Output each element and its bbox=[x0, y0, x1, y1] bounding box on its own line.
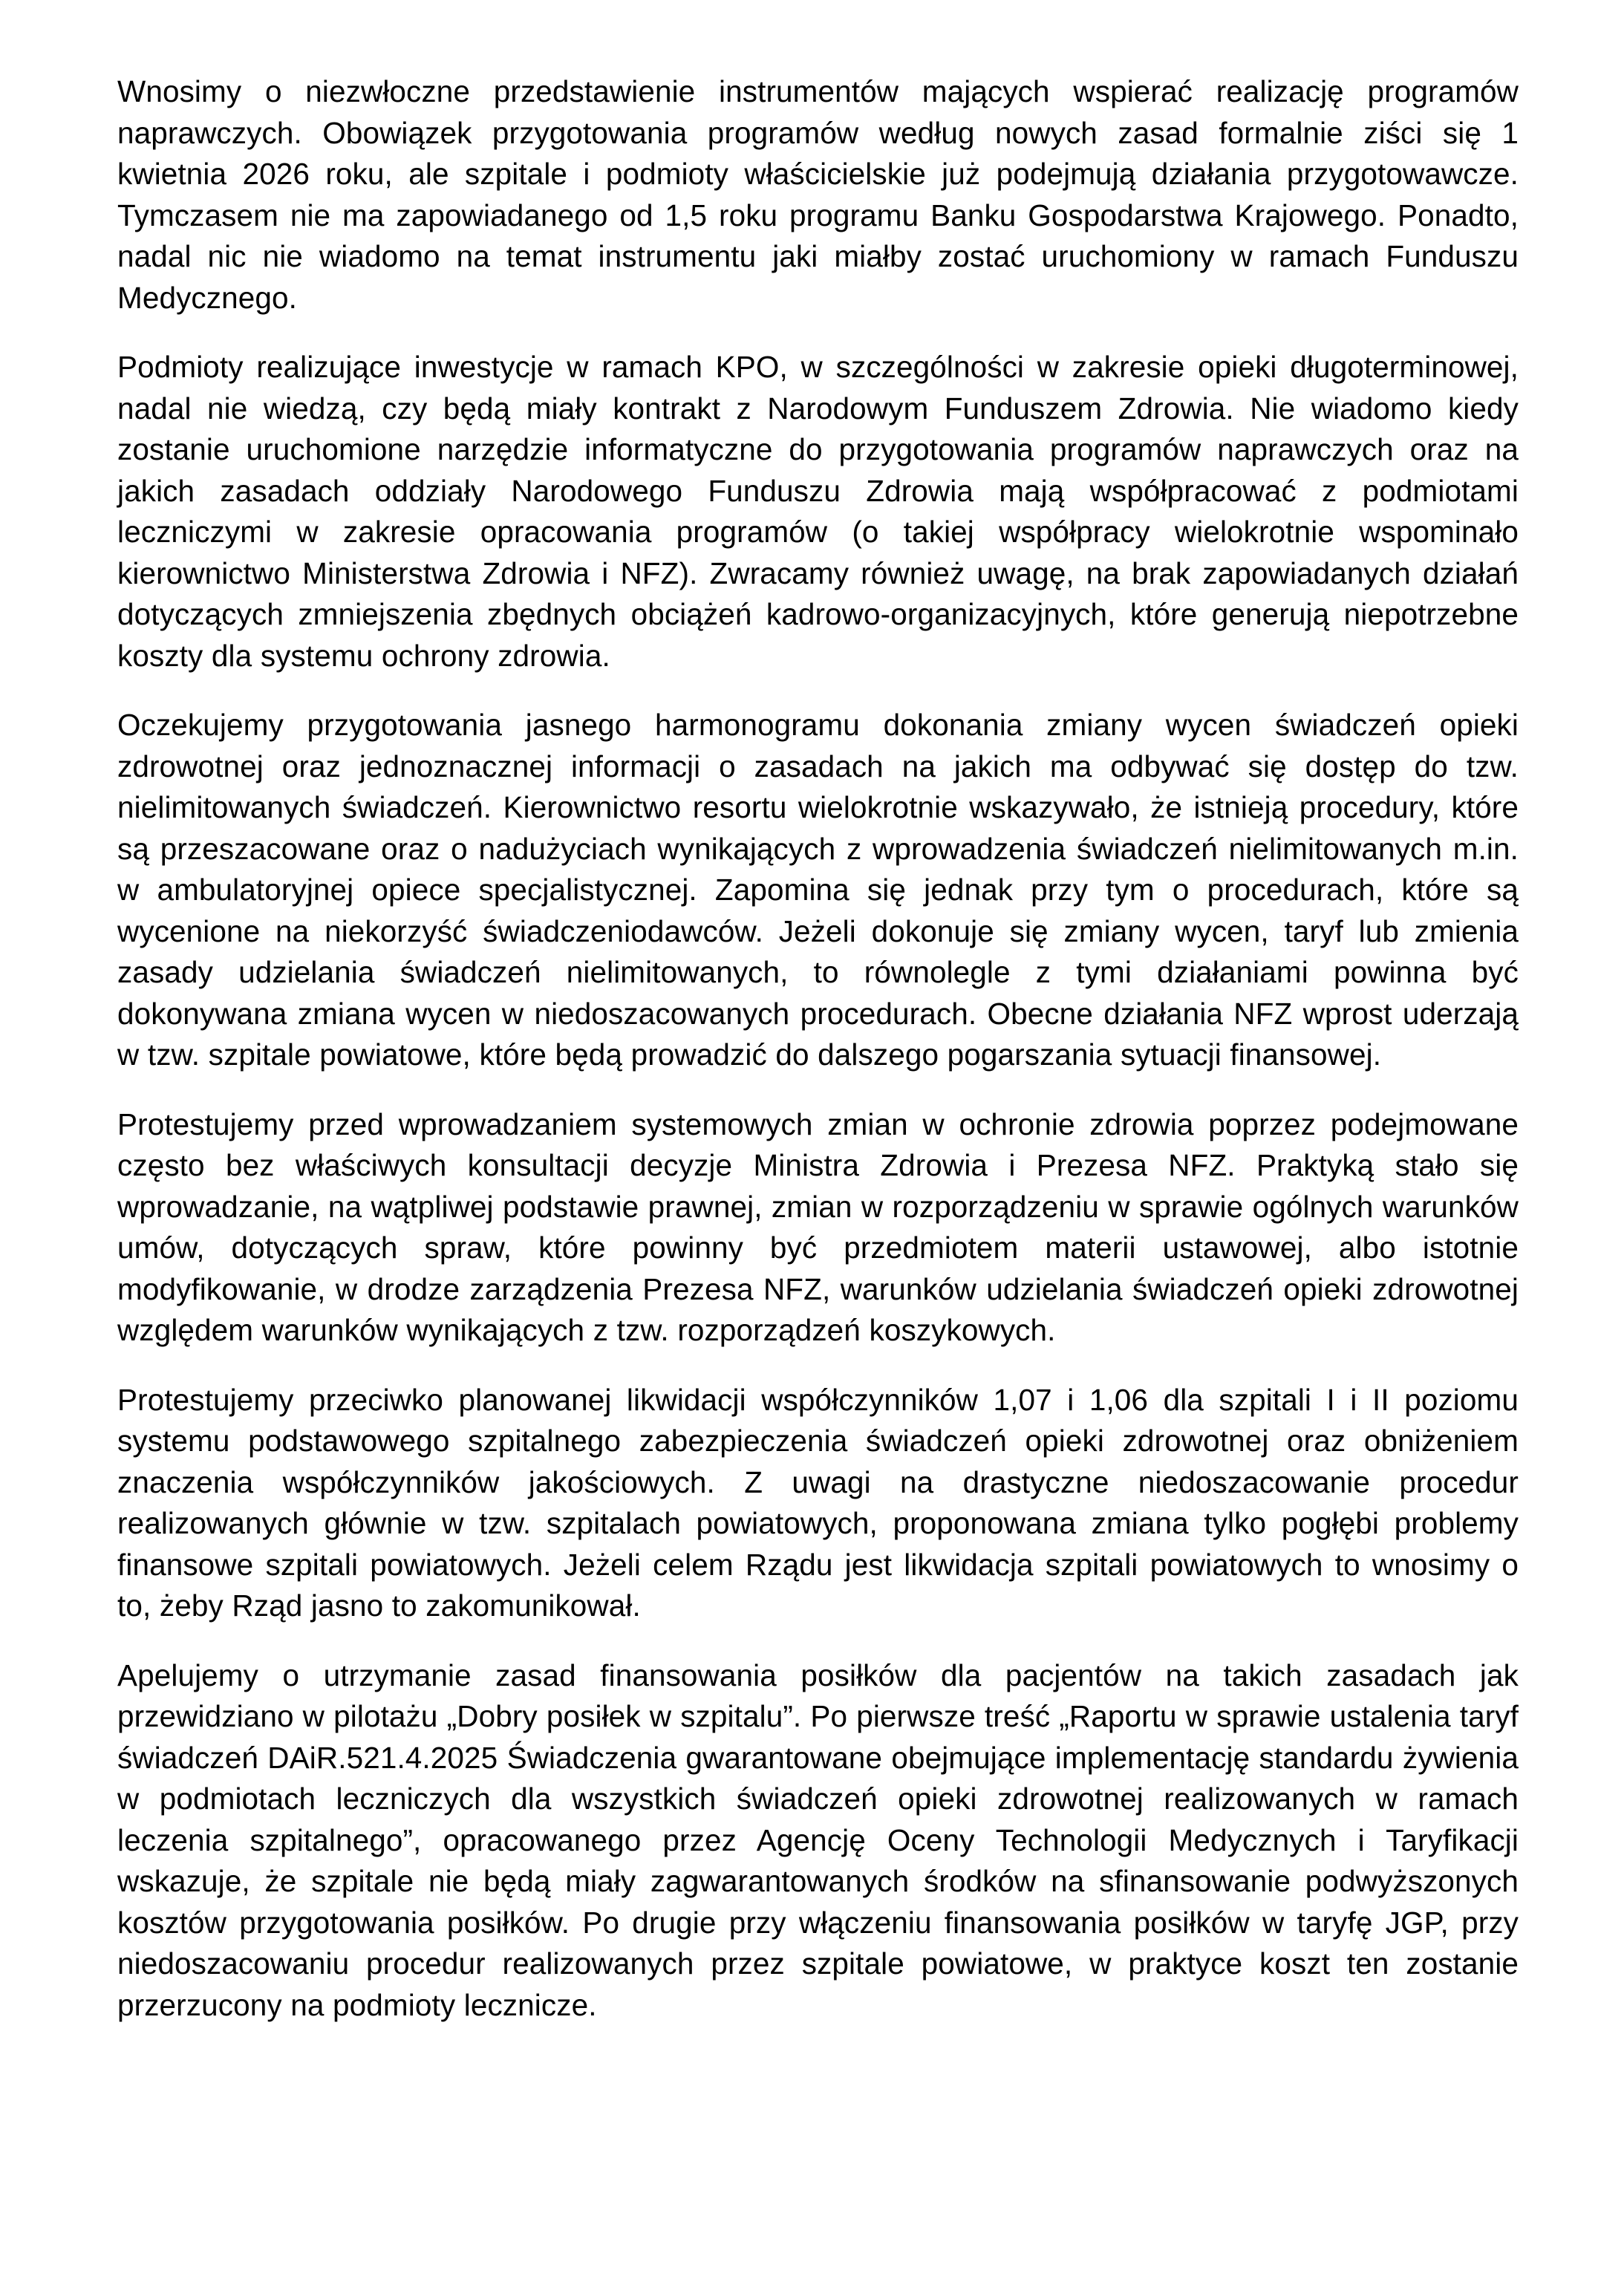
paragraph-4: Protestujemy przed wprowadzaniem systemowych zmian w ochronie zdrowia poprzez podejmowane często bez właściwych konsultacji decyzje Ministra Zdrowia i Prezesa NFZ. Praktyką stało się wprowadzanie, na wątpliwej podstawie prawnej, zmian w rozporządzeniu w sprawie ogólnych warunków umów, dotyczących spraw, które powinny być przedmiotem materii ustawowej, albo istotnie modyfikowanie, w drodze zarządzenia Prezesa NFZ, warunków udzielania świadczeń opieki zdrowotnej względem warunków wynikających z tzw. rozporządzeń koszykowych. bbox=[117, 1106, 1519, 1347]
paragraph-2: Podmioty realizujące inwestycje w ramach KPO, w szczególności w zakresie opieki długoterminowej, nadal nie wiedzą, czy będą miały kontrakt z Narodowym Funduszem Zdrowia. Nie wiadomo kiedy zostanie uruchomione narzędzie informatyczne do przygotowania programów naprawczych oraz na jakich zasadach oddziały Narodowego Funduszu Zdrowia mają współpracować z podmiotami leczniczymi w zakresie opracowania programów (o takiej współpracy wielokrotnie wspominało kierownictwo Ministerstwa Zdrowia i NFZ). Zwracamy również uwagę, na brak zapowiadanych działań dotyczących zmniejszenia zbędnych obciążeń kadrowo-organizacyjnych, które generują niepotrzebne koszty dla systemu ochrony zdrowia. bbox=[117, 350, 1519, 673]
paragraph-3: Oczekujemy przygotowania jasnego harmonogramu dokonania zmiany wycen świadczeń opieki zdrowotnej oraz jednoznacznej informacji o zasadach na jakich ma odbywać się dostęp do tzw. nielimitowanych świadczeń. Kierownictwo resortu wielokrotnie wskazywało, że istnieją procedury, które są przeszacowane oraz o nadużyciach wynikających z wprowadzenia świadczeń nielimitowanych m.in. w ambulatoryjnej opiece specjalistycznej. Zapomina się jednak przy tym o procedurach, które są wycenione na niekorzyść świadczeniodawców. Jeżeli dokonuje się zmiany wycen, taryf lub zmienia zasady udzielania świadczeń nielimitowanych, to równolegle z tymi działaniami powinna być dokonywana zmiana wycen w niedoszacowanych procedurach. Obecne działania NFZ wprost uderzają w tzw. szpitale powiatowe, które będą prowadzić do dalszego pogarszania sytuacji finansowej. bbox=[117, 708, 1519, 1072]
paragraph-1: Wnosimy o niezwłoczne przedstawienie instrumentów mających wspierać realizację programów naprawczych. Obowiązek przygotowania programów według nowych zasad formalnie ziści się 1 kwietnia 2026 roku, ale szpitale i podmioty właścicielskie już podejmują działania przygotowawcze. Tymczasem nie ma zapowiadanego od 1,5 roku programu Banku Gospodarstwa Krajowego. Ponadto, nadal nic nie wiadomo na temat instrumentu jaki miałby zostać uruchomiony w ramach Funduszu Medycznego. bbox=[117, 74, 1519, 315]
paragraph-6: Apelujemy o utrzymanie zasad finansowania posiłków dla pacjentów na takich zasadach jak przewidziano w pilotażu „Dobry posiłek w szpitalu”. Po pierwsze treść „Raportu w sprawie ustalenia taryf świadczeń DAiR.521.4.2025 Świadczenia gwarantowane obejmujące implementację standardu żywienia w podmiotach leczniczych dla wszystkich świadczeń opieki zdrowotnej realizowanych w ramach leczenia szpitalnego”, opracowanego przez Agencję Oceny Technologii Medycznych i Taryfikacji wskazuje, że szpitale nie będą miały zagwarantowanych środków na sfinansowanie podwyższonych kosztów przygotowania posiłków. Po drugie przy włączeniu finansowania posiłków w taryfę JGP, przy niedoszacowaniu procedur realizowanych przez szpitale powiatowe, w praktyce koszt ten zostanie przerzucony na podmioty lecznicze. bbox=[117, 1657, 1519, 2022]
paragraph-5: Protestujemy przeciwko planowanej likwidacji współczynników 1,07 i 1,06 dla szpitali I i II poziomu systemu podstawowego szpitalnego zabezpieczenia świadczeń opieki zdrowotnej oraz obniżeniem znaczenia współczynników jakościowych. Z uwagi na drastyczne niedoszacowanie procedur realizowanych głównie w tzw. szpitalach powiatowych, proponowana zmiana tylko pogłębi problemy finansowe szpitali powiatowych. Jeżeli celem Rządu jest likwidacja szpitali powiatowych to wnosimy o to, żeby Rząd jasno to zakomunikował. bbox=[117, 1382, 1519, 1623]
document-body bbox=[117, 71, 1519, 2026]
